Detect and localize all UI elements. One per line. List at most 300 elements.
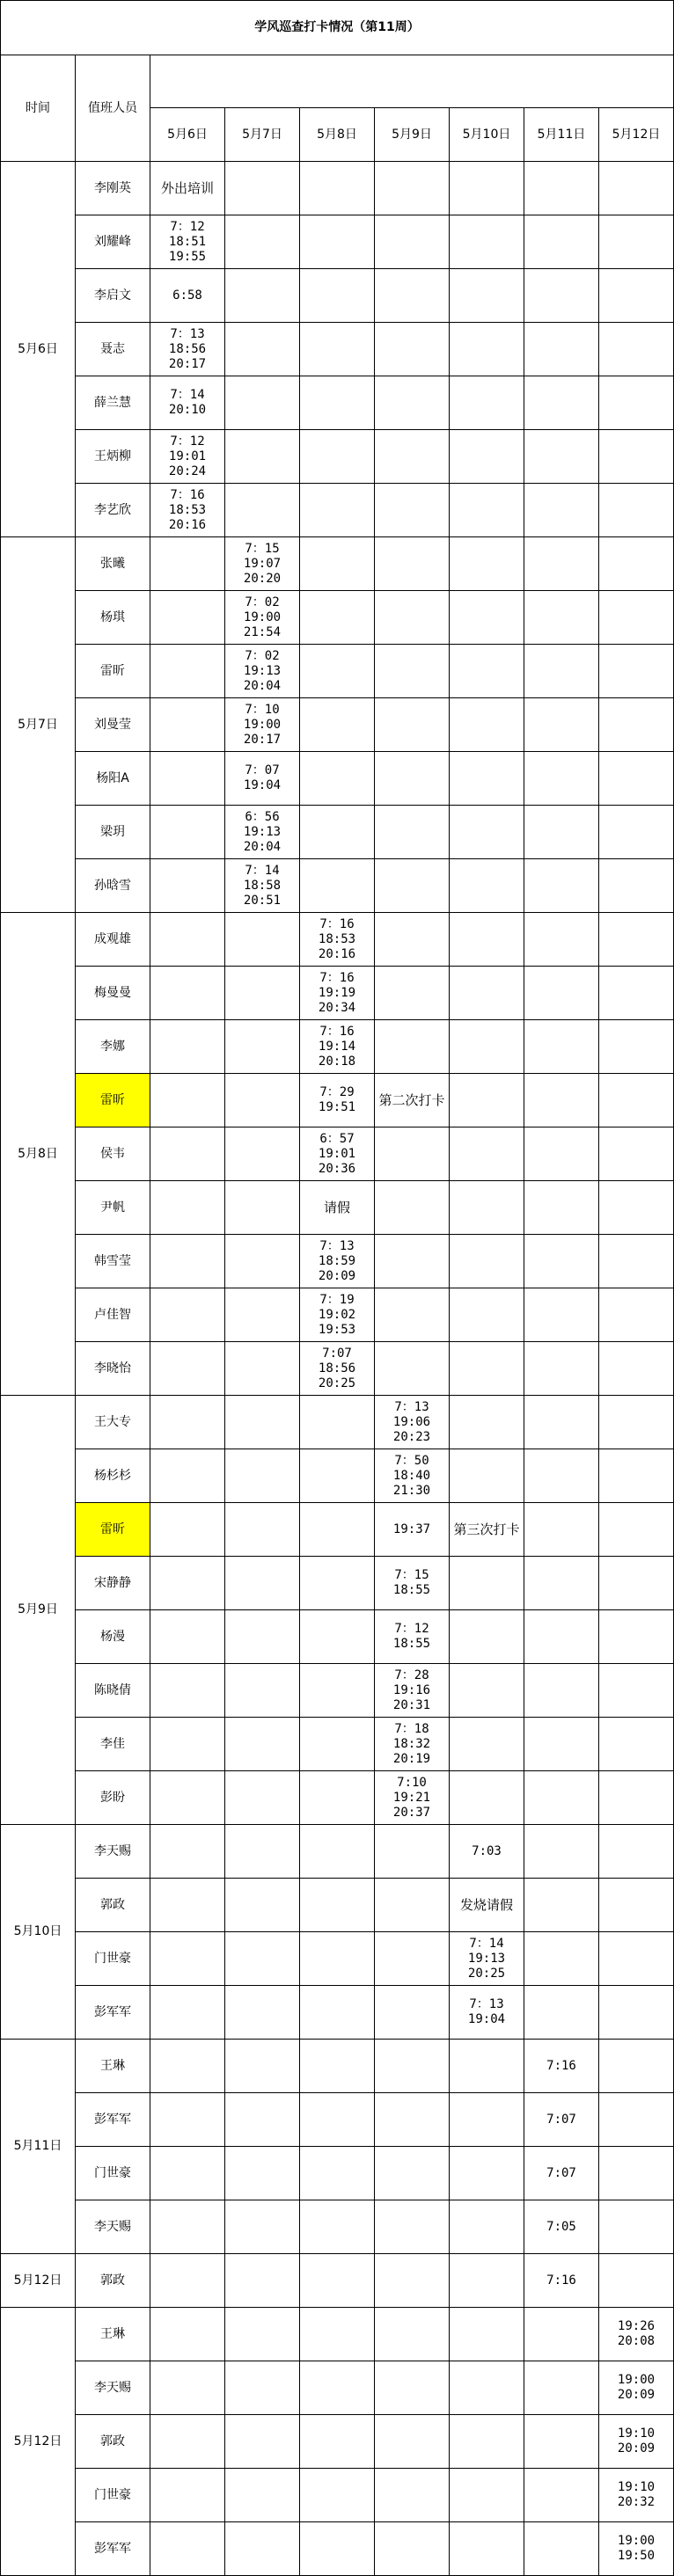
checkin-cell (150, 1718, 225, 1771)
checkin-cell (375, 1825, 450, 1879)
checkin-cell (150, 2147, 225, 2200)
checkin-cell (150, 2040, 225, 2093)
checkin-cell: 7：02 19:00 21:54 (225, 591, 300, 645)
checkin-cell (599, 1127, 674, 1181)
checkin-cell (450, 484, 524, 537)
checkin-cell (524, 1074, 599, 1127)
checkin-cell (225, 1986, 300, 2040)
checkin-cell (450, 1610, 524, 1664)
checkin-cell (450, 2093, 524, 2147)
checkin-cell (375, 484, 450, 537)
table-row (1, 162, 674, 215)
checkin-cell: 7：29 19:51 (300, 1074, 375, 1127)
checkin-cell (599, 1718, 674, 1771)
checkin-cell: 7：12 18:55 (375, 1610, 450, 1664)
checkin-cell: 请假 (300, 1181, 375, 1235)
checkin-cell (225, 1610, 300, 1664)
checkin-cell (300, 537, 375, 591)
checkin-cell (599, 645, 674, 698)
checkin-cell (450, 537, 524, 591)
table-row (1, 269, 674, 323)
checkin-cell (450, 1771, 524, 1825)
staff-name: 杨漫 (76, 1610, 150, 1664)
checkin-cell (300, 215, 375, 269)
checkin-cell (300, 269, 375, 323)
table-row (1, 1879, 674, 1932)
checkin-cell (450, 2200, 524, 2254)
header-day: 5月9日 (375, 108, 450, 162)
checkin-cell (524, 1986, 599, 2040)
checkin-cell (375, 1020, 450, 1074)
checkin-cell (524, 162, 599, 215)
table-row (1, 2522, 674, 2576)
checkin-cell: 7：13 18:59 20:09 (300, 1235, 375, 1288)
table-row (1, 591, 674, 645)
checkin-cell (524, 1557, 599, 1610)
checkin-cell (375, 1181, 450, 1235)
checkin-cell (450, 1342, 524, 1396)
checkin-cell (225, 269, 300, 323)
staff-name: 薛兰慧 (76, 376, 150, 430)
checkin-cell (524, 376, 599, 430)
checkin-cell: 7：15 19:07 20:20 (225, 537, 300, 591)
checkin-cell (225, 1771, 300, 1825)
checkin-cell (300, 1396, 375, 1449)
checkin-cell (375, 1288, 450, 1342)
checkin-cell (225, 2254, 300, 2308)
checkin-cell (524, 484, 599, 537)
checkin-cell (524, 2469, 599, 2522)
header-day: 5月8日 (300, 108, 375, 162)
checkin-cell (150, 1503, 225, 1557)
checkin-cell: 6:58 (150, 269, 225, 323)
checkin-cell (524, 752, 599, 806)
checkin-cell: 19:37 (375, 1503, 450, 1557)
checkin-cell (150, 1986, 225, 2040)
checkin-cell (225, 2415, 300, 2469)
checkin-cell (599, 1181, 674, 1235)
checkin-cell (300, 1986, 375, 2040)
checkin-cell (150, 2469, 225, 2522)
checkin-cell (599, 752, 674, 806)
checkin-cell (375, 2200, 450, 2254)
checkin-cell (450, 2522, 524, 2576)
table-row (1, 2040, 674, 2093)
checkin-cell (225, 1396, 300, 1449)
staff-name: 彭盼 (76, 1771, 150, 1825)
staff-name: 李刚英 (76, 162, 150, 215)
checkin-cell (450, 2040, 524, 2093)
checkin-cell (450, 967, 524, 1020)
checkin-cell (225, 484, 300, 537)
checkin-cell (225, 1288, 300, 1342)
checkin-cell (150, 1127, 225, 1181)
staff-name: 李娜 (76, 1020, 150, 1074)
checkin-cell (599, 1503, 674, 1557)
checkin-cell (375, 2254, 450, 2308)
table-row (1, 859, 674, 913)
staff-name: 宋静静 (76, 1557, 150, 1610)
checkin-cell (375, 1235, 450, 1288)
table-row (1, 2254, 674, 2308)
checkin-cell (225, 430, 300, 484)
checkin-cell (300, 1771, 375, 1825)
checkin-cell (599, 484, 674, 537)
table-row (1, 1503, 674, 1557)
checkin-cell: 19:10 20:09 (599, 2415, 674, 2469)
staff-name: 杨杉杉 (76, 1449, 150, 1503)
table-row (1, 1074, 674, 1127)
checkin-cell: 19:10 20:32 (599, 2469, 674, 2522)
checkin-cell (150, 1879, 225, 1932)
staff-name: 梅曼曼 (76, 967, 150, 1020)
staff-name: 王炳柳 (76, 430, 150, 484)
header-day: 5月7日 (225, 108, 300, 162)
checkin-cell (225, 2147, 300, 2200)
checkin-cell (225, 967, 300, 1020)
checkin-cell (375, 2415, 450, 2469)
checkin-cell (300, 2147, 375, 2200)
checkin-cell (375, 1932, 450, 1986)
checkin-cell: 7：13 18:56 20:17 (150, 323, 225, 376)
checkin-cell (375, 537, 450, 591)
checkin-cell (300, 2522, 375, 2576)
staff-name: 聂志 (76, 323, 150, 376)
checkin-cell (300, 430, 375, 484)
checkin-cell (599, 2200, 674, 2254)
checkin-cell: 7：13 19:06 20:23 (375, 1396, 450, 1449)
checkin-cell (150, 1396, 225, 1449)
table-row (1, 913, 674, 967)
checkin-cell (524, 1610, 599, 1664)
checkin-cell (225, 1557, 300, 1610)
checkin-cell: 7:05 (524, 2200, 599, 2254)
checkin-cell: 7:03 (450, 1825, 524, 1879)
checkin-cell (599, 537, 674, 591)
table-row (1, 2147, 674, 2200)
checkin-cell (524, 698, 599, 752)
group-date: 5月12日 (1, 2254, 76, 2308)
staff-name: 郭政 (76, 1879, 150, 1932)
checkin-cell (375, 376, 450, 430)
checkin-cell (450, 2415, 524, 2469)
checkin-cell (450, 859, 524, 913)
checkin-cell (599, 1557, 674, 1610)
checkin-cell (599, 1449, 674, 1503)
checkin-cell (450, 323, 524, 376)
checkin-cell (150, 859, 225, 913)
checkin-cell (450, 1449, 524, 1503)
checkin-cell (450, 1235, 524, 1288)
checkin-cell (524, 2361, 599, 2415)
checkin-cell: 7：18 18:32 20:19 (375, 1718, 450, 1771)
table-row (1, 323, 674, 376)
checkin-cell (375, 2469, 450, 2522)
checkin-cell (599, 2093, 674, 2147)
checkin-cell (524, 1879, 599, 1932)
checkin-cell (300, 752, 375, 806)
header-day: 5月12日 (599, 108, 674, 162)
staff-name: 雷昕 (76, 1074, 150, 1127)
staff-name: 李启文 (76, 269, 150, 323)
staff-name: 王琳 (76, 2040, 150, 2093)
checkin-cell (300, 1718, 375, 1771)
checkin-cell (300, 1664, 375, 1718)
checkin-cell (524, 2308, 599, 2361)
checkin-cell: 7:10 19:21 20:37 (375, 1771, 450, 1825)
checkin-cell (150, 2415, 225, 2469)
checkin-cell (524, 430, 599, 484)
staff-name: 尹帆 (76, 1181, 150, 1235)
table-row (1, 484, 674, 537)
checkin-cell (300, 2200, 375, 2254)
checkin-cell (450, 806, 524, 859)
checkin-cell: 7:16 (524, 2040, 599, 2093)
checkin-cell: 19:00 19:50 (599, 2522, 674, 2576)
checkin-cell (599, 913, 674, 967)
checkin-cell (450, 1664, 524, 1718)
table-row (1, 752, 674, 806)
checkin-cell (375, 215, 450, 269)
checkin-cell (225, 376, 300, 430)
checkin-cell (225, 2040, 300, 2093)
group-date: 5月8日 (1, 913, 76, 1396)
table-row (1, 806, 674, 859)
checkin-cell: 第三次打卡 (450, 1503, 524, 1557)
checkin-cell: 发烧请假 (450, 1879, 524, 1932)
checkin-cell (599, 269, 674, 323)
checkin-cell: 6：57 19:01 20:36 (300, 1127, 375, 1181)
checkin-cell (225, 1664, 300, 1718)
header-time: 时间 (1, 55, 76, 162)
table-row (1, 1235, 674, 1288)
staff-name: 王大专 (76, 1396, 150, 1449)
checkin-cell (599, 1825, 674, 1879)
checkin-cell (300, 1610, 375, 1664)
checkin-cell: 7：16 18:53 20:16 (150, 484, 225, 537)
header-blank-band (150, 55, 674, 108)
checkin-cell (300, 591, 375, 645)
checkin-cell (450, 1181, 524, 1235)
checkin-cell (375, 430, 450, 484)
staff-name: 郭政 (76, 2254, 150, 2308)
checkin-cell (225, 2361, 300, 2415)
checkin-cell (225, 1825, 300, 1879)
checkin-cell (375, 2361, 450, 2415)
checkin-cell (300, 2093, 375, 2147)
table-row (1, 1020, 674, 1074)
group-date: 5月10日 (1, 1825, 76, 2040)
table-row (1, 698, 674, 752)
checkin-cell (225, 162, 300, 215)
checkin-cell (225, 1074, 300, 1127)
checkin-cell (450, 430, 524, 484)
checkin-cell (150, 698, 225, 752)
table-row (1, 2200, 674, 2254)
checkin-cell: 7：16 19:19 20:34 (300, 967, 375, 1020)
checkin-cell (450, 269, 524, 323)
checkin-cell (225, 1235, 300, 1288)
checkin-cell (524, 806, 599, 859)
staff-name: 雷昕 (76, 645, 150, 698)
checkin-cell (450, 2254, 524, 2308)
checkin-cell (150, 967, 225, 1020)
checkin-cell (225, 2522, 300, 2576)
table-row (1, 967, 674, 1020)
checkin-cell: 6：56 19:13 20:04 (225, 806, 300, 859)
table-row (1, 1288, 674, 1342)
checkin-cell (375, 2522, 450, 2576)
checkin-cell: 7：14 18:58 20:51 (225, 859, 300, 913)
checkin-cell (150, 1557, 225, 1610)
checkin-cell (450, 591, 524, 645)
checkin-cell (225, 1503, 300, 1557)
staff-name: 李佳 (76, 1718, 150, 1771)
staff-name: 郭政 (76, 2415, 150, 2469)
checkin-cell (524, 967, 599, 1020)
table-row (1, 1396, 674, 1449)
staff-name: 李天赐 (76, 1825, 150, 1879)
checkin-cell (150, 1932, 225, 1986)
checkin-cell: 7：14 19:13 20:25 (450, 1932, 524, 1986)
checkin-cell (375, 323, 450, 376)
checkin-cell (599, 1879, 674, 1932)
checkin-cell (375, 967, 450, 1020)
checkin-cell (300, 1557, 375, 1610)
checkin-cell (524, 1503, 599, 1557)
checkin-cell (524, 859, 599, 913)
table-row (1, 376, 674, 430)
checkin-cell (599, 215, 674, 269)
checkin-cell (300, 859, 375, 913)
table-row (1, 645, 674, 698)
checkin-cell (225, 1127, 300, 1181)
checkin-cell: 7：16 18:53 20:16 (300, 913, 375, 967)
checkin-cell (375, 859, 450, 913)
checkin-cell (150, 1235, 225, 1288)
staff-name: 李天赐 (76, 2361, 150, 2415)
table-row (1, 1342, 674, 1396)
group-date: 5月11日 (1, 2040, 76, 2254)
header-day: 5月10日 (450, 108, 524, 162)
checkin-cell (225, 2308, 300, 2361)
checkin-cell (225, 215, 300, 269)
table-row (1, 2093, 674, 2147)
checkin-cell (150, 752, 225, 806)
checkin-cell (599, 806, 674, 859)
checkin-cell (599, 1664, 674, 1718)
header-day: 5月11日 (524, 108, 599, 162)
checkin-cell (450, 913, 524, 967)
checkin-cell (150, 1610, 225, 1664)
checkin-cell (599, 1074, 674, 1127)
checkin-cell (599, 1235, 674, 1288)
staff-name: 门世豪 (76, 2147, 150, 2200)
checkin-cell (150, 1074, 225, 1127)
checkin-cell (450, 162, 524, 215)
checkin-cell (225, 323, 300, 376)
checkin-cell (599, 430, 674, 484)
checkin-cell (225, 1718, 300, 1771)
checkin-cell (450, 1020, 524, 1074)
staff-name: 孙晗雪 (76, 859, 150, 913)
checkin-cell (599, 2254, 674, 2308)
checkin-cell (375, 1879, 450, 1932)
checkin-cell (150, 1020, 225, 1074)
checkin-cell (300, 484, 375, 537)
checkin-cell (524, 215, 599, 269)
table-row (1, 2469, 674, 2522)
checkin-cell: 7:07 (524, 2147, 599, 2200)
header-person: 值班人员 (76, 55, 150, 162)
staff-name: 彭军军 (76, 1986, 150, 2040)
checkin-cell (524, 1288, 599, 1342)
table-row (1, 1181, 674, 1235)
checkin-cell (150, 645, 225, 698)
checkin-cell (599, 2040, 674, 2093)
checkin-cell (524, 1932, 599, 1986)
staff-name: 韩雪莹 (76, 1235, 150, 1288)
checkin-cell: 7：16 19:14 20:18 (300, 1020, 375, 1074)
checkin-cell (375, 645, 450, 698)
staff-name: 门世豪 (76, 2469, 150, 2522)
checkin-cell (150, 2254, 225, 2308)
checkin-cell (150, 806, 225, 859)
checkin-cell (225, 1181, 300, 1235)
checkin-cell (300, 806, 375, 859)
staff-name: 杨阳A (76, 752, 150, 806)
table-row (1, 430, 674, 484)
table-row (1, 1932, 674, 1986)
checkin-cell (524, 1825, 599, 1879)
checkin-cell (524, 1449, 599, 1503)
checkin-cell (375, 2147, 450, 2200)
staff-name: 梁玥 (76, 806, 150, 859)
checkin-cell (150, 1771, 225, 1825)
staff-name: 雷昕 (76, 1503, 150, 1557)
table-row (1, 215, 674, 269)
group-date: 5月6日 (1, 162, 76, 537)
group-date: 5月12日 (1, 2308, 76, 2576)
checkin-cell (150, 2361, 225, 2415)
checkin-cell (524, 1342, 599, 1396)
staff-name: 彭军军 (76, 2093, 150, 2147)
checkin-cell (225, 1020, 300, 1074)
checkin-cell (225, 1449, 300, 1503)
checkin-cell (300, 1449, 375, 1503)
checkin-cell (300, 1503, 375, 1557)
checkin-cell (599, 1288, 674, 1342)
checkin-cell (450, 215, 524, 269)
checkin-cell: 7：28 19:16 20:31 (375, 1664, 450, 1718)
staff-name: 王琳 (76, 2308, 150, 2361)
checkin-cell (375, 913, 450, 967)
checkin-cell (150, 537, 225, 591)
checkin-cell (225, 1932, 300, 1986)
checkin-cell (450, 1288, 524, 1342)
checkin-cell (300, 698, 375, 752)
checkin-cell (524, 591, 599, 645)
checkin-cell (375, 2040, 450, 2093)
checkin-cell (150, 1288, 225, 1342)
checkin-cell (375, 1986, 450, 2040)
checkin-cell: 第二次打卡 (375, 1074, 450, 1127)
table-row (1, 1825, 674, 1879)
checkin-cell (450, 645, 524, 698)
checkin-cell (375, 698, 450, 752)
page-title: 学风巡查打卡情况（第11周） (1, 1, 674, 55)
checkin-cell (524, 1181, 599, 1235)
